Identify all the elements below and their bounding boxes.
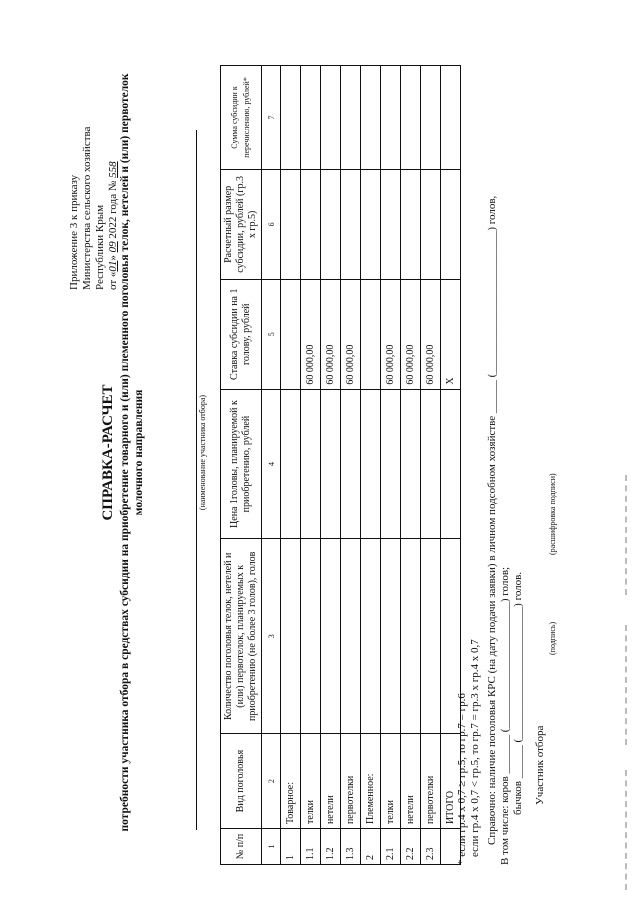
- column-number: 5: [262, 279, 281, 389]
- handwritten-day: 01: [107, 260, 119, 272]
- cell-calc: [381, 169, 401, 279]
- cell-rate: Х: [441, 279, 461, 389]
- footnote-line-2: если гр.4 х 0,7 < гр.5, то гр.7 = гр.3 х гр.4 х 0,7: [469, 639, 481, 857]
- cell-calc: [281, 169, 301, 279]
- approval-line-1: Приложение 3 к приказу: [68, 174, 80, 290]
- cell-price: [301, 389, 321, 539]
- document-subtitle: потребности участника отбора в средствах субсидии на приобретение товарного и (или) племенного поголовья телок, нетелей и (или) первотелок молочного направления: [119, 73, 145, 832]
- scan-artifact: [625, 625, 627, 745]
- cell-quantity: [381, 539, 401, 734]
- cell-price: [381, 389, 401, 539]
- date-prefix: от «: [107, 271, 119, 290]
- row-number: 1.1: [301, 829, 321, 865]
- cell-price: [341, 389, 361, 539]
- cell-calc: [441, 169, 461, 279]
- row-kind: первотелки: [421, 734, 441, 829]
- table-row: [321, 66, 341, 865]
- cell-quantity: [301, 539, 321, 734]
- reference-line-3: бычков ______ (________________________) голов.: [512, 571, 524, 815]
- signature-label: (подпись): [548, 621, 557, 655]
- header-cell: Вид поголовья: [221, 734, 262, 829]
- column-number: 4: [262, 389, 281, 539]
- column-number: 2: [262, 734, 281, 829]
- participant-label: Участник отбора: [534, 725, 546, 805]
- cell-quantity: [281, 539, 301, 734]
- table-row: [281, 66, 301, 865]
- row-number: 1: [281, 829, 301, 865]
- cell-sum: [441, 66, 461, 170]
- cell-price: [401, 389, 421, 539]
- footnotes: [456, 639, 482, 865]
- cell-price: [321, 389, 341, 539]
- cell-price: [441, 389, 461, 539]
- row-kind: ИТОГО: [441, 734, 461, 829]
- reference-line-1: Справочно: наличие поголовья КРС (на дату подачи заявки) в личном подсобном хозяйстве ______ (__________________________) голов,: [486, 195, 498, 845]
- cell-quantity: [321, 539, 341, 734]
- column-number-row: [262, 66, 281, 865]
- header-cell: Ставка субсидии на 1 голову, рублей: [221, 279, 262, 389]
- cell-calc: [361, 169, 381, 279]
- row-number: 1.2: [321, 829, 341, 865]
- cell-price: [421, 389, 441, 539]
- row-kind: Товарное:: [281, 734, 301, 829]
- cell-quantity: [341, 539, 361, 734]
- cell-calc: [301, 169, 321, 279]
- table-row: [421, 66, 441, 865]
- cell-price: [281, 389, 301, 539]
- signature-decode-label: (расшифровка подписи): [548, 473, 557, 555]
- approval-line-3: Республики Крым: [94, 204, 106, 290]
- column-number: 7: [262, 66, 281, 170]
- participant-name-hint: (наименование участника отбора): [198, 394, 207, 511]
- header-cell: Расчетный размер субсидии, рублей (гр.3 х гр.5): [221, 169, 262, 279]
- row-kind: телки: [301, 734, 321, 829]
- handwritten-order-number: 558: [107, 161, 119, 178]
- column-number: 6: [262, 169, 281, 279]
- cell-sum: [381, 66, 401, 170]
- header-cell: Сумма субсидии к перечислению, рублей*: [221, 66, 262, 170]
- row-kind: первотелки: [341, 734, 361, 829]
- reference-block: [486, 195, 525, 865]
- cell-sum: [361, 66, 381, 170]
- cell-rate: [361, 279, 381, 389]
- footnote-line-1: * если гр.4 х 0,7 ≥ гр.5, то гр.7 = гр.6: [456, 693, 468, 865]
- header-cell: № п/п: [221, 829, 262, 865]
- reference-line-2: В том числе: коров _______ (_______________________) голов;: [499, 566, 511, 865]
- column-number: 3: [262, 539, 281, 734]
- document-title: СПРАВКА-РАСЧЕТ: [100, 384, 116, 521]
- header-cell: Цена 1головы, планируемой к приобретению, рублей: [221, 389, 262, 539]
- date-year: 2022 года №: [107, 180, 119, 239]
- cell-price: [361, 389, 381, 539]
- approval-line-2: Министерства сельского хозяйства: [81, 126, 93, 290]
- cell-calc: [421, 169, 441, 279]
- cell-quantity: [361, 539, 381, 734]
- cell-calc: [401, 169, 421, 279]
- row-kind: нетели: [401, 734, 421, 829]
- column-number: 1: [262, 829, 281, 865]
- calculation-table: [220, 65, 461, 865]
- row-number: 2.2: [401, 829, 421, 865]
- cell-rate: 60 000,00: [401, 279, 421, 389]
- cell-sum: [341, 66, 361, 170]
- scan-artifact: [625, 475, 627, 595]
- row-number: 2.1: [381, 829, 401, 865]
- row-number: 2.3: [421, 829, 441, 865]
- cell-sum: [301, 66, 321, 170]
- table-row: [341, 66, 361, 865]
- table-row: [301, 66, 321, 865]
- cell-quantity: [421, 539, 441, 734]
- table-header-row: [221, 66, 262, 865]
- row-number: 2: [361, 829, 381, 865]
- row-kind: Племенное:: [361, 734, 381, 829]
- date-sep: »: [107, 252, 119, 261]
- row-kind: нетели: [321, 734, 341, 829]
- cell-sum: [401, 66, 421, 170]
- cell-rate: 60 000,00: [421, 279, 441, 389]
- table-row: [381, 66, 401, 865]
- header-cell: Количество поголовья телок, нетелей и (или) первотелок, планируемых к приобретению (не более 3 голов), голов: [221, 539, 262, 734]
- cell-rate: 60 000,00: [301, 279, 321, 389]
- cell-rate: 60 000,00: [381, 279, 401, 389]
- table-row: [401, 66, 421, 865]
- cell-rate: 60 000,00: [321, 279, 341, 389]
- row-number: 1.3: [341, 829, 361, 865]
- cell-sum: [321, 66, 341, 170]
- cell-rate: 60 000,00: [341, 279, 361, 389]
- row-kind: телки: [381, 734, 401, 829]
- cell-calc: [341, 169, 361, 279]
- cell-sum: [281, 66, 301, 170]
- cell-quantity: [401, 539, 421, 734]
- cell-rate: [281, 279, 301, 389]
- participant-name-line: [196, 130, 197, 830]
- table-row: [361, 66, 381, 865]
- cell-sum: [421, 66, 441, 170]
- scan-artifact: [625, 770, 627, 890]
- cell-calc: [321, 169, 341, 279]
- handwritten-month: 09: [107, 241, 119, 253]
